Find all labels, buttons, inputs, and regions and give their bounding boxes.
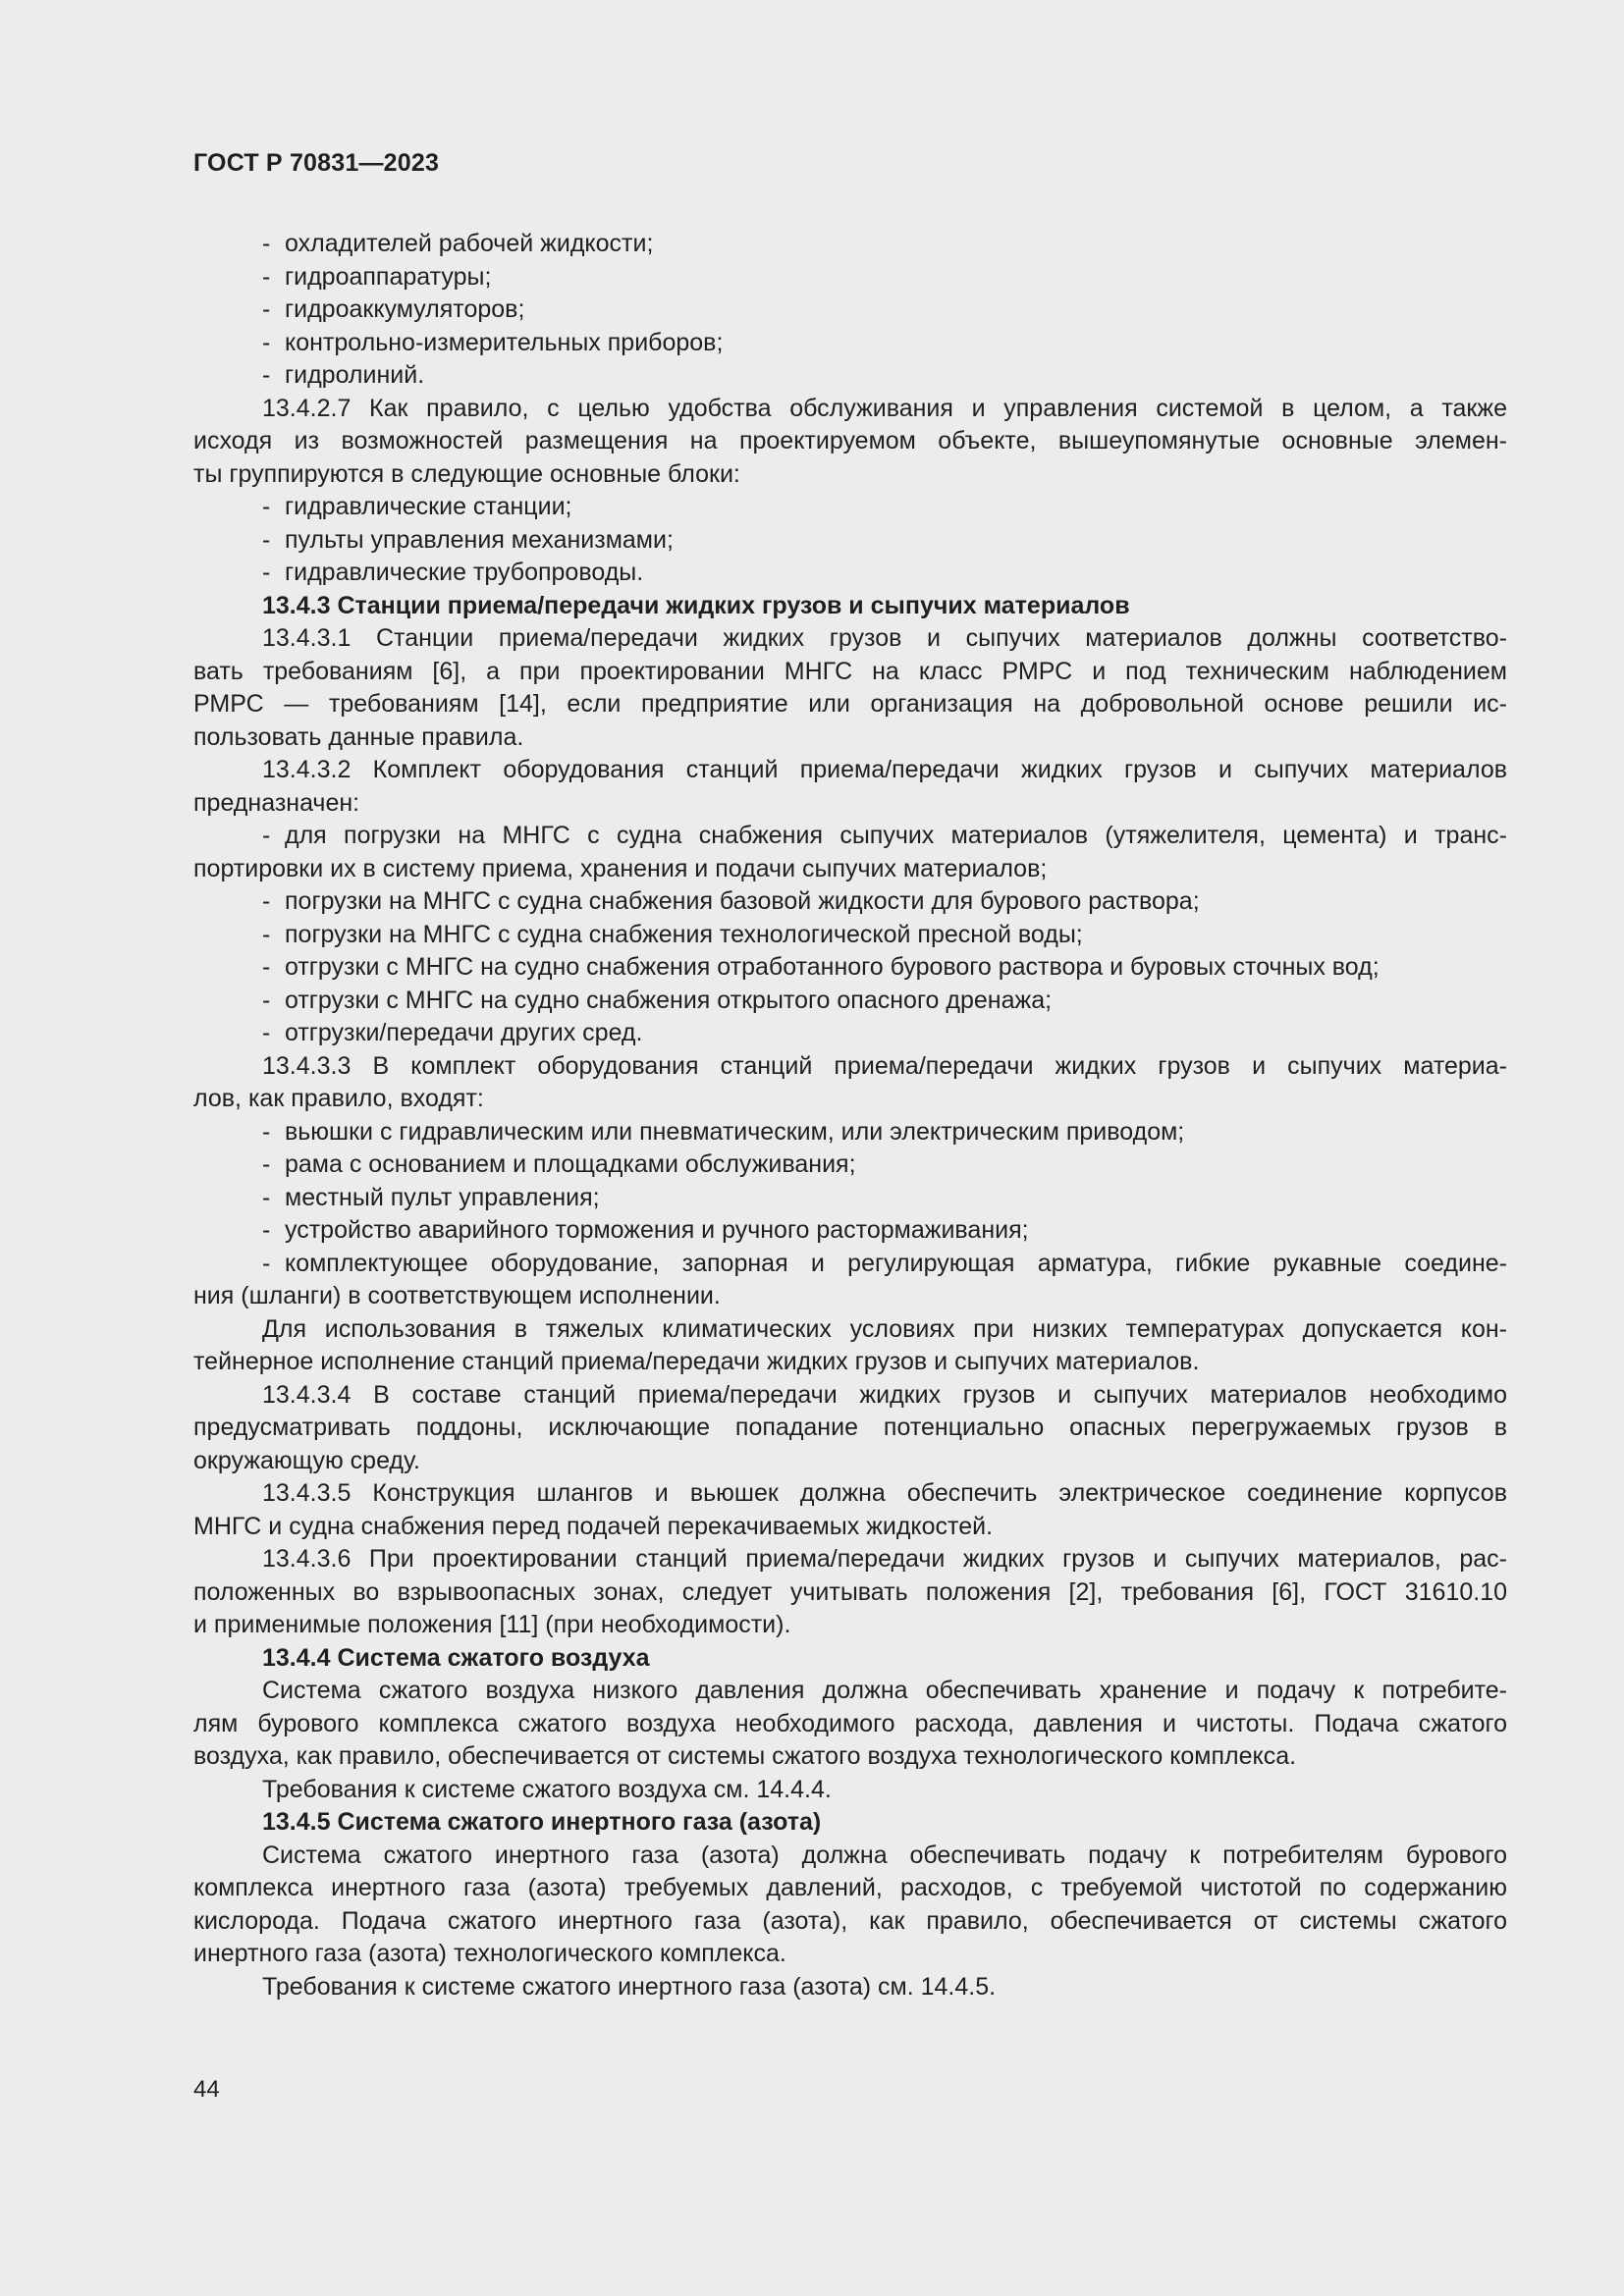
list-dash: -: [262, 986, 271, 1014]
list-dash: -: [262, 295, 271, 323]
document-header-title: ГОСТ Р 70831—2023: [193, 149, 440, 177]
list-item: [193, 885, 1507, 919]
list-item: [193, 359, 1507, 393]
text-line: положенных во взрывоопасных зонах, следует учитывать положения [2], требования [6], ГОСТ 31610.10: [193, 1577, 1507, 1606]
list-dash: -: [262, 328, 271, 356]
text-line: кислорода. Подача сжатого инертного газа (азота), как правило, обеспечивается от системы сжатого: [193, 1906, 1507, 1935]
text-line: ты группируются в следующие основные блоки:: [193, 459, 740, 488]
section-heading: 13.4.3 Станции приема/передачи жидких грузов и сыпучих материалов: [262, 591, 1130, 619]
text-line: вать требованиям [6], а при проектировании МНГС на класс РМРС и под техническим наблюдением: [193, 657, 1507, 685]
text-line: окружающую среду.: [193, 1446, 420, 1474]
text-line: 13.4.3.3 В комплект оборудования станций приема/передачи жидких грузов и сыпучих материа-: [262, 1051, 1507, 1080]
list-dash: -: [262, 559, 271, 586]
list-item: [193, 1116, 1507, 1149]
list-item-text: гидроаккумуляторов;: [285, 295, 525, 323]
text-line: 13.4.3.5 Конструкция шлангов и вьюшек должна обеспечить электрическое соединение корпусов: [262, 1479, 1507, 1507]
section-heading: 13.4.5 Система сжатого инертного газа (азота): [262, 1808, 822, 1836]
list-item-text: вьюшки с гидравлическим или пневматическим, или электрическим приводом;: [285, 1117, 1185, 1146]
list-item: [193, 1148, 1507, 1182]
list-dash: -: [262, 920, 271, 948]
list-item-text: комплектующее оборудование, запорная и регулирующая арматура, гибкие рукавные соедине-: [285, 1249, 1507, 1277]
list-item-text: погрузки на МНГС с судна снабжения базовой жидкости для бурового раствора;: [285, 887, 1200, 915]
list-item-text: отгрузки с МНГС на судно снабжения открытого опасного дренажа;: [285, 986, 1053, 1014]
list-dash: -: [262, 361, 271, 389]
list-item-text: гидроаппаратуры;: [285, 262, 492, 291]
text-line: предназначен:: [193, 788, 360, 817]
page-number: 44: [193, 2076, 220, 2103]
list-item-text: для погрузки на МНГС с судна снабжения сыпучих материалов (утяжелителя, цемента) и транс-: [285, 822, 1507, 849]
list-item: [193, 985, 1507, 1018]
list-dash: -: [262, 262, 271, 291]
list-item: [193, 228, 1507, 261]
list-item-text: отгрузки/передачи других сред.: [285, 1019, 643, 1046]
list-item-text: местный пульт управления;: [285, 1183, 600, 1211]
text-line: Система сжатого воздуха низкого давления должна обеспечивать хранение и подачу к потребите-: [262, 1677, 1507, 1704]
text-line: Требования к системе сжатого воздуха см. 14.4.4.: [262, 1775, 832, 1803]
list-item: [193, 524, 1507, 558]
list-item-text: гидравлические станции;: [285, 493, 572, 520]
text-line: 13.4.3.2 Комплект оборудования станций приема/передачи жидких грузов и сыпучих материалов: [262, 756, 1507, 783]
text-line: пользовать данные правила.: [193, 722, 524, 751]
list-item: [193, 1214, 1507, 1248]
list-dash: -: [262, 822, 271, 849]
text-line: портировки их в систему приема, хранения и подачи сыпучих материалов;: [193, 854, 1048, 882]
text-line: исходя из возможностей размещения на проектируемом объекте, вышеупомянутые основные элемен-: [193, 427, 1507, 454]
list-item: [193, 557, 1507, 590]
text-line: 13.4.3.1 Станции приема/передачи жидких грузов и сыпучих материалов должны соответство-: [262, 624, 1507, 652]
list-dash: -: [262, 230, 271, 257]
list-item-text: гидролиний.: [285, 361, 425, 389]
text-line: Система сжатого инертного газа (азота) должна обеспечивать подачу к потребителям бурового: [262, 1841, 1507, 1869]
list-item: [193, 327, 1507, 360]
list-item: [193, 491, 1507, 524]
list-dash: -: [262, 1117, 271, 1146]
list-item-text: гидравлические трубопроводы.: [285, 559, 644, 586]
list-dash: -: [262, 1216, 271, 1244]
list-item-text: пульты управления механизмами;: [285, 525, 674, 554]
list-item-text: погрузки на МНГС с судна снабжения технологической пресной воды;: [285, 920, 1083, 948]
list-dash: -: [262, 953, 271, 981]
list-item: [193, 820, 1507, 853]
text-line: 13.4.2.7 Как правило, с целью удобства обслуживания и управления системой в целом, а также: [262, 394, 1507, 422]
text-line: лов, как правило, входят:: [193, 1085, 484, 1112]
text-line: и применимые положения [11] (при необходимости).: [193, 1611, 791, 1638]
list-dash: -: [262, 887, 271, 915]
list-dash: -: [262, 1019, 271, 1046]
list-item-text: устройство аварийного торможения и ручного растормаживания;: [285, 1216, 1029, 1244]
text-line: 13.4.3.6 При проектировании станций приема/передачи жидких грузов и сыпучих материалов, рас-: [262, 1545, 1507, 1573]
text-line: лям бурового комплекса сжатого воздуха необходимого расхода, давления и чистоты. Подача сжатого: [193, 1709, 1507, 1737]
text-line: ния (шланги) в соответствующем исполнении.: [193, 1282, 721, 1309]
list-item: [193, 919, 1507, 952]
list-item: [193, 261, 1507, 294]
list-dash: -: [262, 1183, 271, 1211]
section-heading: 13.4.4 Система сжатого воздуха: [262, 1643, 650, 1672]
text-line: тейнерное исполнение станций приема/передачи жидких грузов и сыпучих материалов.: [193, 1348, 1200, 1375]
text-line: Для использования в тяжелых климатических условиях при низких температурах допускается кон-: [262, 1314, 1507, 1343]
list-item-text: рама с основанием и площадками обслуживания;: [285, 1150, 856, 1178]
list-item-text: контрольно-измерительных приборов;: [285, 328, 724, 356]
text-line: РМРС — требованиям [14], если предприятие или организация на добровольной основе решили ис-: [193, 690, 1507, 718]
list-item: [193, 1248, 1507, 1281]
list-item-text: охладителей рабочей жидкости;: [285, 230, 654, 257]
text-line: предусматривать поддоны, исключающие попадание потенциально опасных перегружаемых грузов в: [193, 1414, 1507, 1441]
document-body: [193, 228, 1507, 2003]
text-line: воздуха, как правило, обеспечивается от системы сжатого воздуха технологического комплекса.: [193, 1742, 1297, 1770]
list-item: [193, 294, 1507, 327]
text-line: комплекса инертного газа (азота) требуемых давлений, расходов, с требуемой чистотой по содержанию: [193, 1874, 1507, 1901]
text-line: 13.4.3.4 В составе станций приема/передачи жидких грузов и сыпучих материалов необходимо: [262, 1380, 1507, 1409]
list-dash: -: [262, 1249, 271, 1277]
list-item-text: отгрузки с МНГС на судно снабжения отработанного бурового раствора и буровых сточных вод;: [285, 953, 1380, 981]
list-dash: -: [262, 525, 271, 554]
text-line: Требования к системе сжатого инертного газа (азота) см. 14.4.5.: [262, 1972, 997, 2001]
list-dash: -: [262, 1150, 271, 1178]
list-dash: -: [262, 493, 271, 520]
text-line: МНГС и судна снабжения перед подачей перекачиваемых жидкостей.: [193, 1512, 994, 1540]
list-item: [193, 1182, 1507, 1215]
text-line: инертного газа (азота) технологического комплекса.: [193, 1940, 786, 1967]
list-item: [193, 951, 1507, 985]
list-item: [193, 1017, 1507, 1050]
